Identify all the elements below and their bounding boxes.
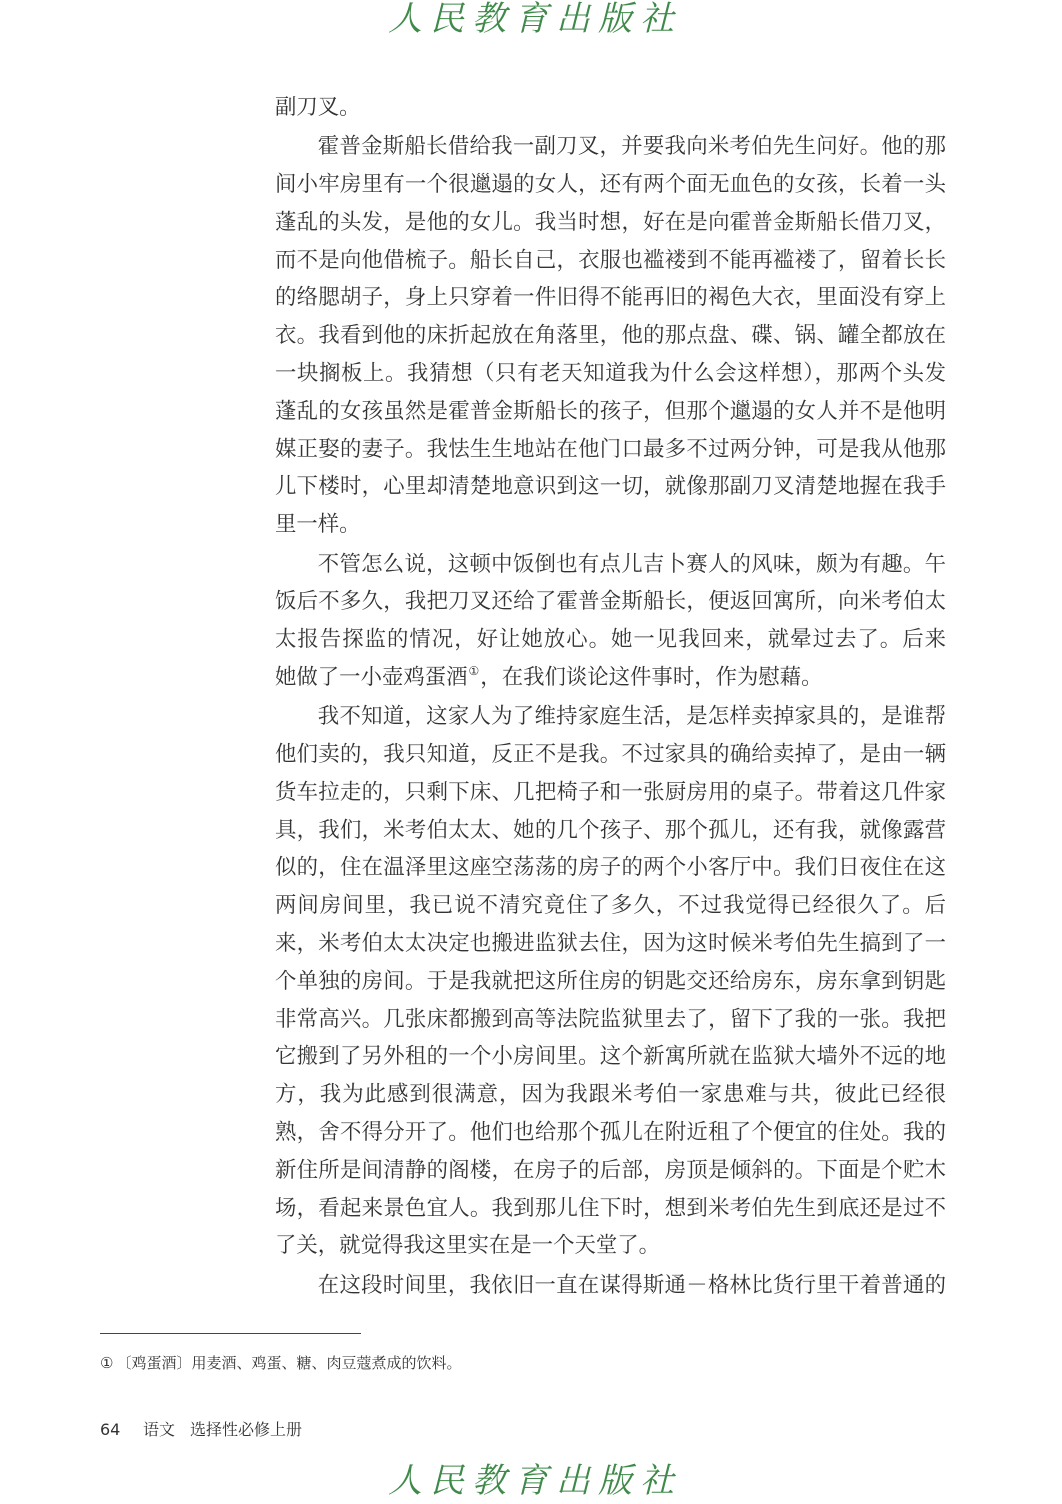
text-line: 了关，就觉得我这里实在是一个天堂了。 (275, 1233, 661, 1259)
text-line: 媒正娶的妻子。我怯生生地站在他门口最多不过两分钟，可是我从他那 (275, 436, 946, 462)
footnote-term: 〔鸡蛋酒〕 (116, 1354, 192, 1372)
text-line: 霍普金斯船长借给我一副刀叉，并要我向米考伯先生问好。他的那 (317, 134, 946, 160)
text-line: 饭后不多久，我把刀叉还给了霍普金斯船长，便返回寓所，向米考伯太 (275, 589, 946, 615)
text-line: 衣。我看到他的床折起放在角落里，他的那点盘、碟、锅、罐全都放在 (275, 323, 946, 349)
footnote-definition: 用麦酒、鸡蛋、糖、肉豆蔻煮成的饮料。 (191, 1354, 462, 1372)
text-segment: ，在我们谈论这件事时，作为慰藉。 (480, 664, 823, 690)
paragraph (275, 128, 946, 544)
footnote (100, 1352, 461, 1374)
text-line: 场，看起来景色宜人。我到那儿住下时，想到米考伯先生到底还是过不 (275, 1195, 946, 1221)
text-line: 它搬到了另外租的一个小房间里。这个新寓所就在监狱大墙外不远的地 (275, 1044, 946, 1070)
paragraph (275, 546, 946, 697)
text-line: 副刀叉。 (275, 95, 361, 120)
text-line-with-footnote (275, 659, 946, 697)
text-line: 我不知道，这家人为了维持家庭生活，是怎样卖掉家具的，是谁帮 (317, 704, 946, 730)
text-line: 他们卖的，我只知道，反正不是我。不过家具的确给卖掉了，是由一辆 (275, 742, 946, 768)
text-line: 两间房间里，我已说不清究竟住了多久，不过我觉得已经很久了。后 (275, 893, 946, 919)
publisher-logo-top: 人民教育出版社 (388, 0, 682, 39)
text-line: 不管怎么说，这顿中饭倒也有点儿吉卜赛人的风味，颇为有趣。午 (317, 551, 946, 577)
page-footer (100, 1419, 360, 1441)
text-line: 儿下楼时，心里却清楚地意识到这一切，就像那副刀叉清楚地握在我手 (275, 474, 946, 500)
text-line: 个单独的房间。于是我就把这所住房的钥匙交还给房东，房东拿到钥匙 (275, 968, 946, 994)
text-line: 似的，住在温泽里这座空荡荡的房子的两个小客厅中。我们日夜住在这 (275, 855, 946, 881)
paragraph-continues (275, 1267, 946, 1305)
volume-label: 选择性必修上册 (190, 1420, 303, 1439)
text-line: 间小牢房里有一个很邋遢的女人，还有两个面无血色的女孩，长着一头 (275, 172, 946, 198)
text-line: 里一样。 (275, 512, 361, 538)
footnote-ref: ① (468, 663, 480, 678)
subject-label: 语文 (143, 1420, 176, 1439)
text-line: 蓬乱的女孩虽然是霍普金斯船长的孩子，但那个邋遢的女人并不是他明 (275, 398, 946, 424)
text-line: 具，我们，米考伯太太、她的几个孩子、那个孤儿，还有我，就像露营 (275, 817, 946, 843)
body-text (275, 89, 946, 1305)
text-line: 非常高兴。几张床都搬到高等法院监狱里去了，留下了我的一张。我把 (275, 1006, 946, 1032)
text-segment: 她做了一小壶鸡蛋酒 (275, 664, 468, 690)
paragraph (275, 698, 946, 1265)
footnote-marker: ① (100, 1354, 114, 1372)
publisher-logo-bottom: 人民教育出版社 (388, 1461, 682, 1501)
footnote-rule (100, 1333, 361, 1334)
text-line: 而不是向他借梳子。船长自己，衣服也褴褛到不能再褴褛了，留着长长 (275, 247, 946, 273)
text-line: 熟，舍不得分开了。他们也给那个孤儿在附近租了个便宜的住处。我的 (275, 1120, 946, 1146)
text-line: 一块搁板上。我猜想（只有老天知道我为什么会这样想），那两个头发 (275, 361, 946, 387)
text-line: 新住所是间清静的阁楼，在房子的后部，房顶是倾斜的。下面是个贮木 (275, 1157, 946, 1183)
page-number: 64 (100, 1420, 121, 1439)
text-line: 来，米考伯太太决定也搬进监狱去住，因为这时候米考伯先生搞到了一 (275, 931, 946, 957)
text-line: 方，我为此感到很满意，因为我跟米考伯一家患难与共，彼此已经很 (275, 1082, 946, 1108)
text-line: 的络腮胡子，身上只穿着一件旧得不能再旧的褐色大衣，里面没有穿上 (275, 285, 946, 311)
paragraph-continued (275, 89, 946, 127)
text-line: 在这段时间里，我依旧一直在谋得斯通－格林比货行里干着普通的 (317, 1272, 946, 1298)
text-line: 太报告探监的情况，好让她放心。她一见我回来，就晕过去了。后来 (275, 627, 946, 653)
text-line: 蓬乱的头发，是他的女儿。我当时想，好在是向霍普金斯船长借刀叉， (275, 209, 946, 235)
text-line: 货车拉走的，只剩下床、几把椅子和一张厨房用的桌子。带着这几件家 (275, 779, 946, 805)
